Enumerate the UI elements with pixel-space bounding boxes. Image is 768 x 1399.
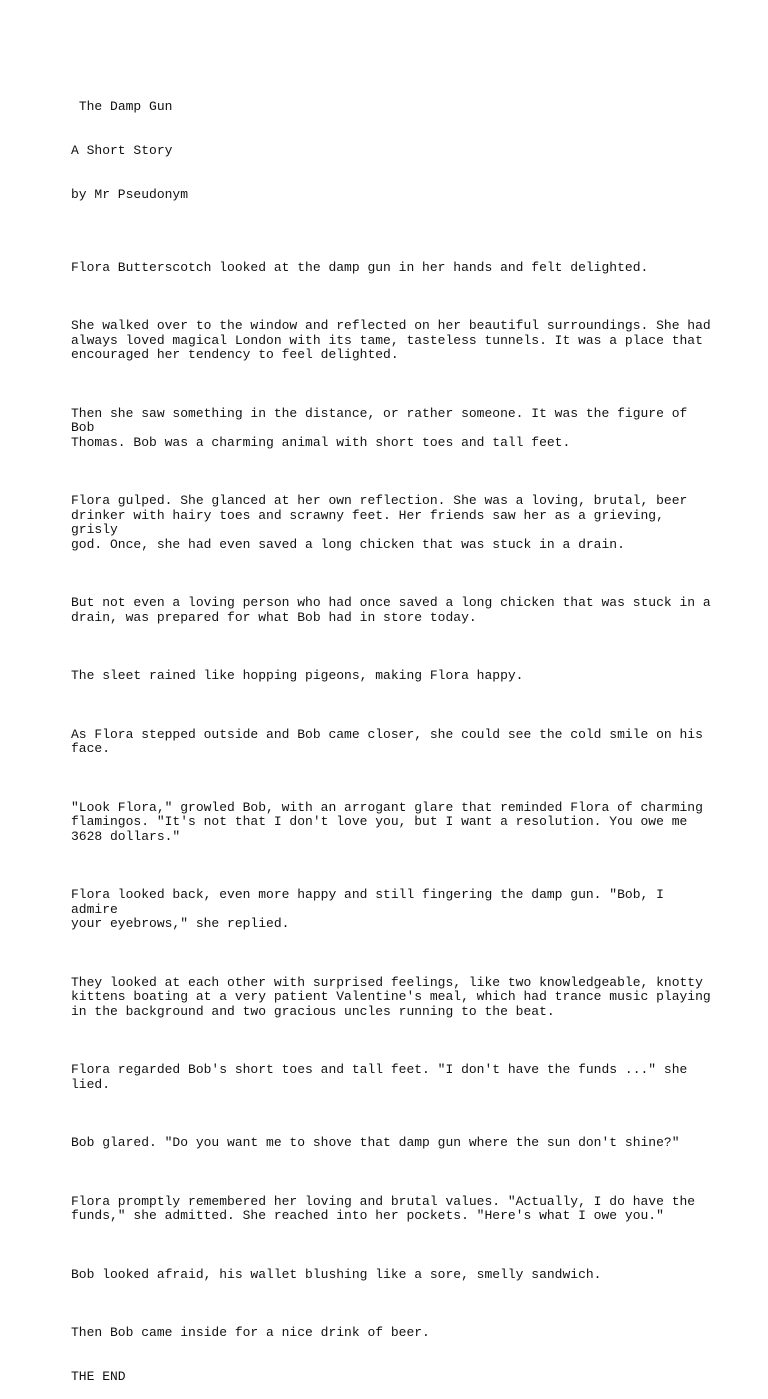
story-title: The Damp Gun: [71, 99, 173, 115]
story-end-marker: THE END: [71, 1368, 126, 1384]
paragraph: The sleet rained like hopping pigeons, making Flora happy.: [71, 668, 524, 684]
paragraph: She walked over to the window and reflected on her beautiful surroundings. She had always loved magical London with its tame, tasteless tunnels. It was a place that encouraged her tendency to feel delighted.: [71, 318, 711, 363]
paragraph: Flora promptly remembered her loving and brutal values. "Actually, I do have the funds," she admitted. She reached into her pockets. "Here's what I owe you.": [71, 1193, 696, 1224]
paragraph: Bob glared. "Do you want me to shove that damp gun where the sun don't shine?": [71, 1135, 680, 1151]
paragraph: Then Bob came inside for a nice drink of beer.: [71, 1325, 430, 1341]
paragraph: Bob looked afraid, his wallet blushing like a sore, smelly sandwich.: [71, 1266, 602, 1282]
paragraph: Flora Butterscotch looked at the damp gun in her hands and felt delighted.: [71, 259, 649, 275]
paragraph: They looked at each other with surprised feelings, like two knowledgeable, knotty kittens boating at a very patient Valentine's meal, which had trance music playing in the background and two gracious uncles running to the beat.: [71, 974, 711, 1019]
paragraph: Flora gulped. She glanced at her own reflection. She was a loving, brutal, beer drinker with hairy toes and scrawny feet. Her friends saw her as a grieving, grisly god. Once, she had even saved a long chicken that was stuck in a drain.: [71, 493, 688, 552]
paragraph: Flora regarded Bob's short toes and tall feet. "I don't have the funds ..." she lied.: [71, 1062, 688, 1092]
story-document: [71, 71, 711, 1399]
paragraph: But not even a loving person who had once saved a long chicken that was stuck in a drain, was prepared for what Bob had in store today.: [71, 595, 711, 625]
paragraph: Flora looked back, even more happy and still fingering the damp gun. "Bob, I admire your eyebrows," she replied.: [71, 887, 664, 932]
story-subtitle: A Short Story: [71, 142, 173, 158]
paragraph: As Flora stepped outside and Bob came closer, she could see the cold smile on his face.: [71, 726, 703, 757]
paragraph: "Look Flora," growled Bob, with an arrogant glare that reminded Flora of charming flamingos. "It's not that I don't love you, but I want a resolution. You owe me 3628 dollars.": [71, 799, 703, 844]
paragraph: Then she saw something in the distance, or rather someone. It was the figure of Bob Thomas. Bob was a charming animal with short toes and tall feet.: [71, 405, 688, 450]
story-byline: by Mr Pseudonym: [71, 186, 189, 202]
